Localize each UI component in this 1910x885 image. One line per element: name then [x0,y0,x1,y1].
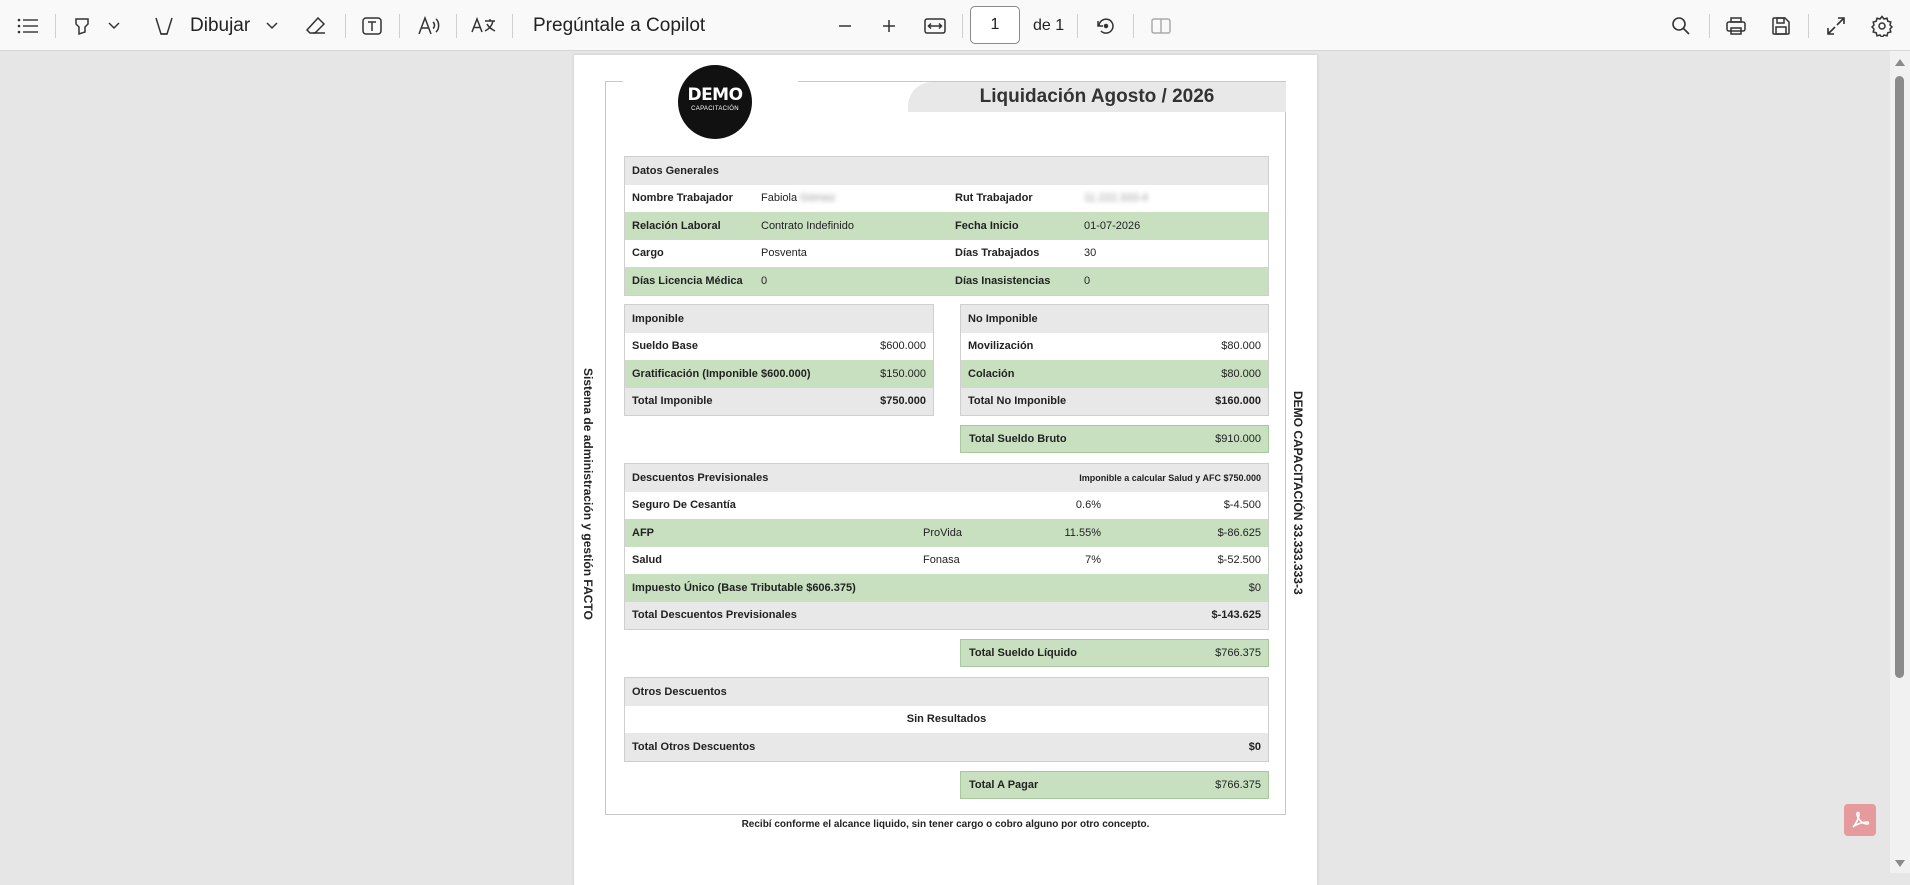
table-total-row: Total No Imponible $160.000 [961,388,1268,416]
scroll-down-arrow-icon[interactable] [1895,860,1905,867]
other-deductions-table [624,677,1269,762]
toolbar-separator [456,14,457,38]
pdf-toolbar [0,0,1910,51]
redacted-surname: Gómez [800,192,836,205]
table-row: Gratificación (Imponible $600.000) $150.000 [625,360,933,388]
table-header: Imponible [625,305,933,333]
imponible-table [624,304,934,416]
toolbar-separator [962,14,963,38]
toolbar-separator [1709,14,1710,38]
text-box-icon[interactable] [358,12,386,40]
total-bruto-box: Total Sueldo Bruto $910.000 [960,425,1269,453]
draw-pen-icon[interactable] [150,12,178,40]
total-pagar-box: Total A Pagar $766.375 [960,771,1269,799]
contents-list-icon[interactable] [14,12,42,40]
table-total-row: Total Otros Descuentos $0 [625,733,1268,761]
fullscreen-icon[interactable] [1822,12,1850,40]
general-data-table [624,156,1269,296]
toolbar-separator [1808,14,1809,38]
translate-icon[interactable] [469,12,499,40]
company-logo: DEMO CAPACITACIÓN [678,65,752,139]
table-row: Días Licencia Médica 0 Días Inasistencias 0 [625,267,1268,295]
table-header: Descuentos Previsionales Imponible a calcular Salud y AFC $750.000 [625,464,1268,492]
page-total-label: de 1 [1033,17,1065,34]
table-row: Relación Laboral Contrato Indefinido Fecha Inicio 01-07-2026 [625,212,1268,240]
table-row: Nombre Trabajador Fabiola Gómez Rut Trabajador 11.222.333-4 [625,185,1268,213]
print-icon[interactable] [1722,12,1750,40]
total-liquido-box: Total Sueldo Líquido $766.375 [960,639,1269,667]
no-imponible-table [960,304,1269,416]
toolbar-separator [399,14,400,38]
table-row: Movilización $80.000 [961,333,1268,361]
table-total-row: Total Descuentos Previsionales $-143.625 [625,602,1268,630]
ask-copilot-button[interactable]: Pregúntale a Copilot [533,15,706,36]
table-row: Cargo Posventa Días Trabajados 30 [625,240,1268,268]
rotate-icon[interactable] [1092,12,1120,40]
eraser-icon[interactable] [302,12,330,40]
side-text-right: DEMO CAPACITACIÓN 33.333.333-3 [1291,391,1305,595]
scroll-up-arrow-icon[interactable] [1895,59,1905,66]
table-total-row: Total Imponible $750.000 [625,388,933,416]
table-row: AFP ProVida 11.55% $-86.625 [625,519,1268,547]
pdf-page [574,55,1317,885]
table-row: Sin Resultados [625,706,1268,734]
page-view-icon[interactable] [1147,12,1175,40]
chevron-down-icon[interactable] [104,12,124,40]
highlight-icon[interactable] [68,12,96,40]
page-number-input[interactable] [970,6,1020,44]
fit-width-icon[interactable] [920,12,950,40]
table-header: No Imponible [961,305,1268,333]
toolbar-separator [1077,14,1078,38]
settings-gear-icon[interactable] [1868,12,1896,40]
receipt-footer-text: Recibí conforme el alcance liquido, sin tener cargo o cobro alguno por otro concepto. [741,819,1150,830]
table-row: Sueldo Base $600.000 [625,333,933,361]
toolbar-separator [1133,14,1134,38]
vertical-scrollbar[interactable] [1890,51,1910,873]
table-row: Colación $80.000 [961,360,1268,388]
scrollbar-thumb[interactable] [1895,76,1904,678]
acrobat-pdf-icon[interactable] [1844,804,1876,836]
zoom-in-icon[interactable] [875,12,903,40]
document-title: Liquidación Agosto / 2026 [908,82,1286,112]
table-header: Otros Descuentos [625,678,1268,706]
search-icon[interactable] [1667,12,1695,40]
draw-button[interactable]: Dibujar [190,15,251,36]
table-header: Datos Generales [625,157,1268,185]
table-row: Salud Fonasa 7% $-52.500 [625,547,1268,575]
previsional-deductions-table [624,463,1269,630]
side-text-left: Sistema de administración y gestión FACTO [581,368,595,620]
table-row: Impuesto Único (Base Tributable $606.375) $0 [625,574,1268,602]
chevron-down-icon[interactable] [262,12,282,40]
read-aloud-icon[interactable] [414,12,444,40]
toolbar-separator [55,14,56,38]
toolbar-separator [512,14,513,38]
zoom-out-icon[interactable] [831,12,859,40]
table-row: Seguro De Cesantía 0.6% $-4.500 [625,492,1268,520]
redacted-rut: 11.222.333-4 [1084,192,1149,205]
toolbar-separator [345,14,346,38]
save-icon[interactable] [1767,12,1795,40]
